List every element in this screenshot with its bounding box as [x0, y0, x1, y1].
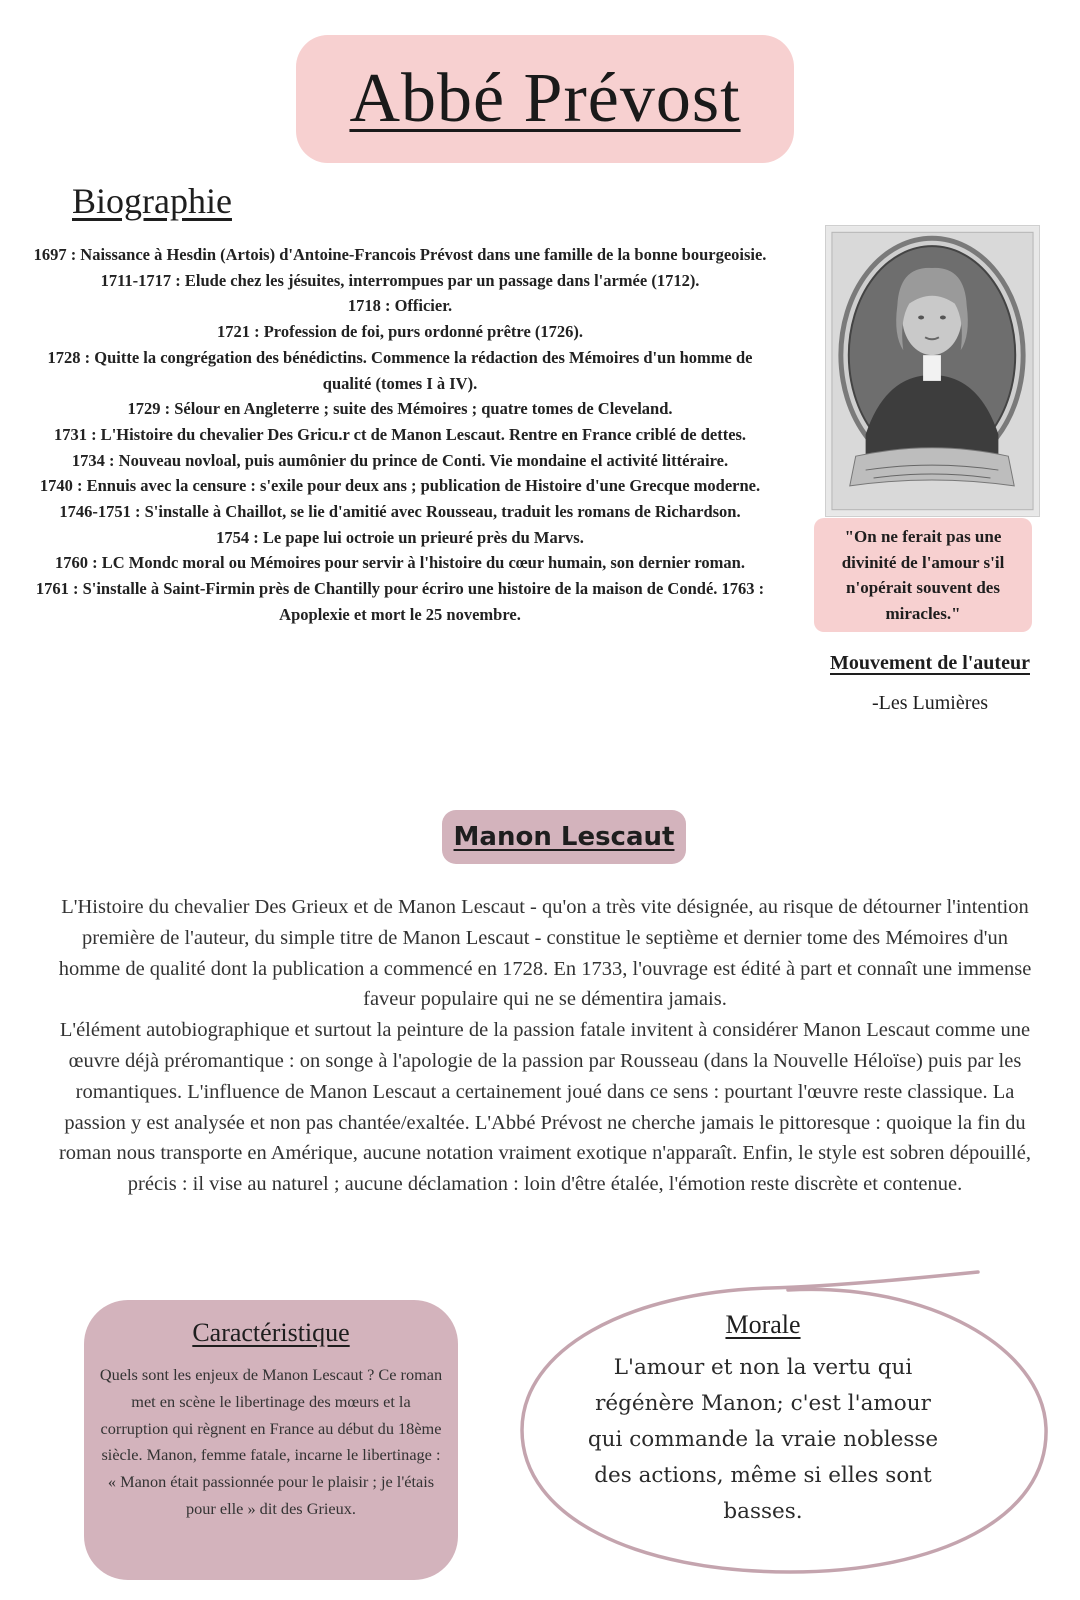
biography-entry: 1740 : Ennuis avec la censure : s'exile pour deux ans ; publication de Histoire d'une Grecque moderne. [39, 476, 761, 496]
biography-entry: 1697 : Naissance à Hesdin (Artois) d'Antoine-Francois Prévost dans une famille de la bonne bourgeoisie. [33, 245, 767, 264]
biography-entry: 1718 : Officier. [347, 296, 453, 316]
summary-paragraph: L'élément autobiographique et surtout la peinture de la passion fatale invitent à considérer Manon Lescaut comme une œuvre déjà préromantique : on songe à l'apologie de la passion par Rousseau (dans la Nouvelle Héloïse) puis par les romantiques. L'influence de Manon Lescaut a certainement joué dans ce sens : pourtant l'œuvre reste classique. La passion y est analysée et non pas chantée/exaltée. L'Abbé Prévost ne cherche jamais le pittoresque : quoique la fin du roman nous transporte en Amérique, aucune notation vraiment exotique n'apparaît. Enfin, le style est sobren dépouillé, précis : il vise au naturel ; aucune déclamation : loin d'être étalée, l'émotion reste discrète et contenue. [58, 1019, 1032, 1196]
caracteristique-box [84, 1300, 458, 1580]
morale-section [578, 1310, 948, 1530]
biography-entry: 1711-1717 : Elude chez les jésuites, interrompues par un passage dans l'armée (1712). [100, 270, 700, 290]
biography-entry: 1729 : Sélour en Angleterre ; suite des Mémoires ; quatre tomes de Cleveland. [127, 399, 673, 419]
biography-entry: 1761 : S'installe à Saint-Firmin près de Chantilly pour écriro une histoire de la maison de Condé. 1763 : Apoplexie et mort le 25 novembre. [35, 579, 765, 624]
biography-list [30, 242, 770, 628]
manon-lescaut-summary [58, 892, 1032, 1200]
author-quote: "On ne ferait pas une divinité de l'amour s'il n'opérait souvent des miracles." [841, 527, 1005, 623]
title-banner [296, 35, 794, 163]
biography-entry: 1760 : LC Mondc moral ou Mémoires pour servir à l'histoire du cœur humain, son dernier roman. [55, 553, 745, 573]
engraved-portrait-icon [826, 226, 1039, 516]
biography-entry: 1728 : Quitte la congrégation des bénédictins. Commence la rédaction des Mémoires d'un homme de qualité (tomes I à IV). [47, 347, 753, 393]
manon-lescaut-heading: Manon Lescaut [453, 822, 675, 852]
page-title: Abbé Prévost [349, 60, 741, 137]
biography-entry: 1734 : Nouveau novloal, puis aumônier du prince de Conti. Vie mondaine el activité littéraire. [71, 450, 729, 470]
mouvement-heading: Mouvement de l'auteur [830, 652, 1030, 674]
mouvement-value: -Les Lumières [871, 692, 989, 714]
biography-entry: 1731 : L'Histoire du chevalier Des Gricu.r ct de Manon Lescaut. Rentre en France criblé de dettes. [53, 424, 747, 444]
morale-text: L'amour et non la vertu qui régénère Manon; c'est l'amour qui commande la vraie noblesse des actions, même si elles sont basses. [587, 1355, 939, 1524]
caracteristique-heading: Caractéristique [192, 1318, 350, 1347]
quote-box [814, 518, 1032, 632]
morale-heading: Morale [725, 1310, 801, 1339]
biography-entry: 1746-1751 : S'installe à Chaillot, se lie d'amitié avec Rousseau, traduit les romans de Richardson. [59, 502, 741, 522]
summary-paragraph: L'Histoire du chevalier Des Grieux et de Manon Lescaut - qu'on a très vite désignée, au risque de détourner l'intention première de l'auteur, du simple titre de Manon Lescaut - constitue le septième et dernier tome des Mémoires d'un homme de qualité dont la publication a commencé en 1728. En 1733, l'ouvrage est édité à part et connaît une immense faveur populaire qui ne se démentira jamais. [58, 896, 1032, 1011]
caracteristique-text: Quels sont les enjeux de Manon Lescaut ? Ce roman met en scène le libertinage des mœurs et la corruption qui règnent en France au début du 18ème siècle. Manon, femme fatale, incarne le libertinage : « Manon était passionnée pour le plaisir ; je l'étais pour elle » dit des Grieux. [99, 1365, 443, 1518]
biography-entry: 1721 : Profession de foi, purs ordonné prêtre (1726). [216, 322, 584, 342]
biography-entry: 1754 : Le pape lui octroie un prieuré près du Marvs. [216, 527, 584, 547]
manon-lescaut-banner [442, 810, 686, 864]
author-portrait [825, 225, 1040, 517]
biography-heading: Biographie [72, 181, 232, 221]
